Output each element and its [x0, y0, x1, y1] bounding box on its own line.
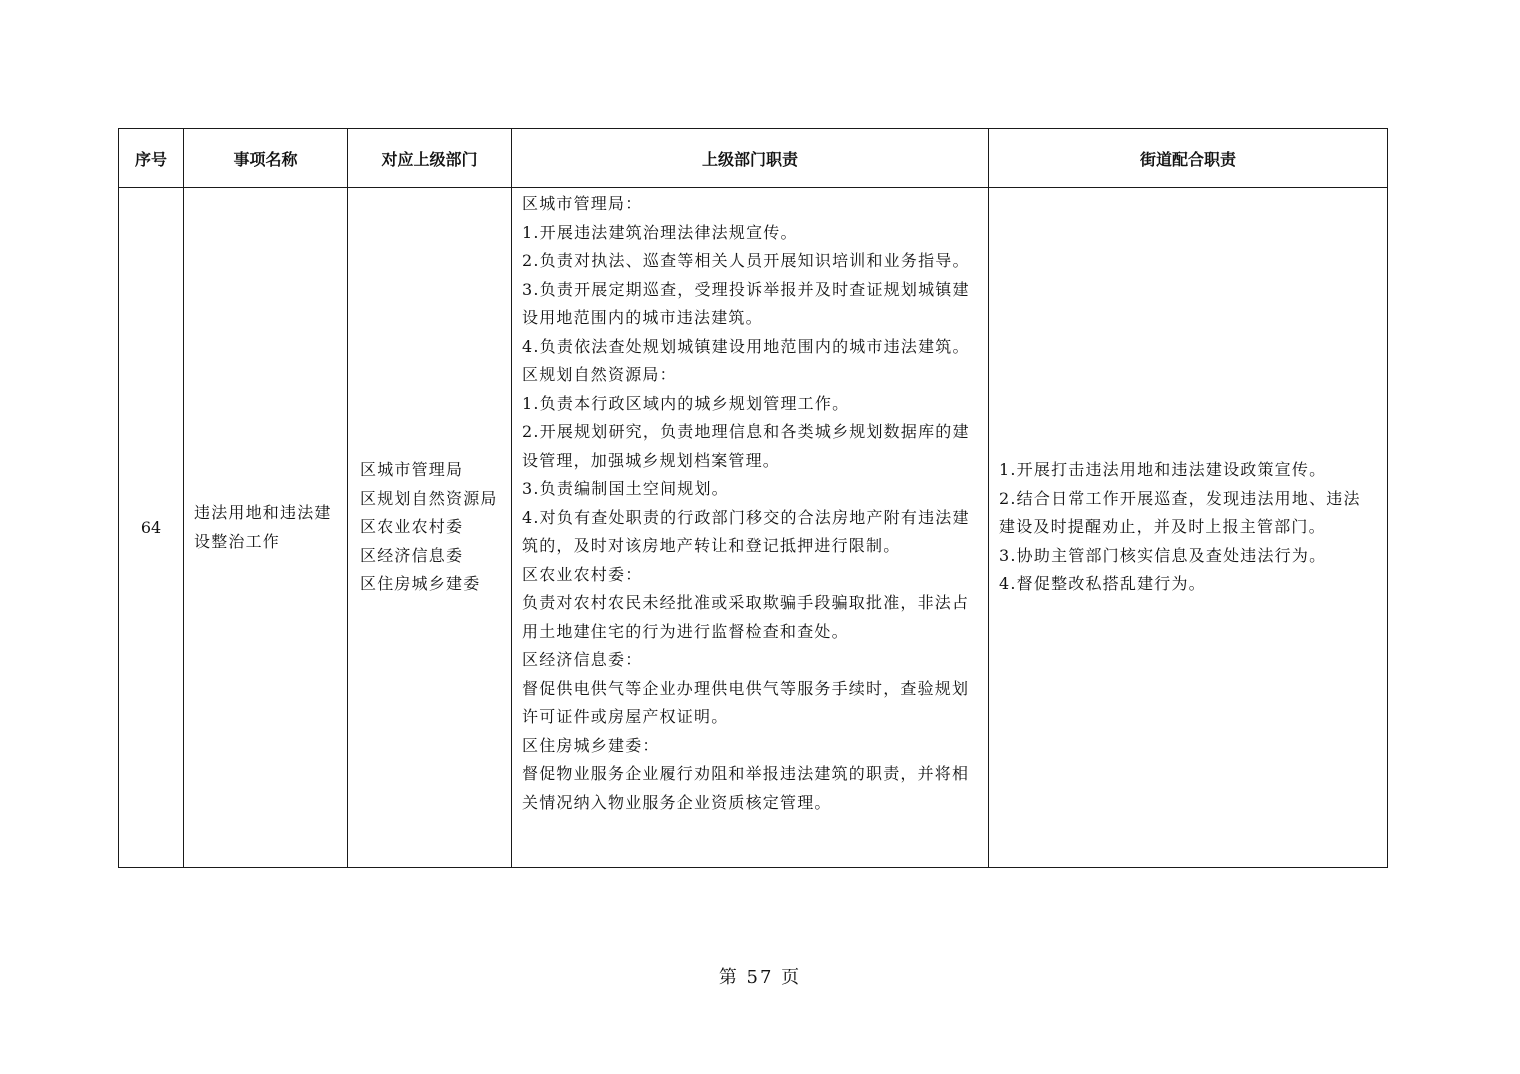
- upper-duty-cell: [512, 188, 989, 868]
- duty-line: 区农业农村委：: [522, 564, 643, 584]
- dept-line: 区住房城乡建委: [360, 574, 481, 594]
- table-row: [119, 188, 1388, 868]
- duty-line: 4.负责依法查处规划城镇建设用地范围内的城市违法建筑。: [522, 336, 970, 356]
- duty-line: 3.负责编制国土空间规划。: [522, 479, 729, 498]
- duty-line: 3.负责开展定期巡查，受理投诉举报并及时查证规划城镇建设用地范围内的城市违法建筑。: [522, 279, 970, 327]
- duty-line: 4.对负有查处职责的行政部门移交的合法房地产附有违法建筑的，及时对该房地产转让和登记抵押进行限制。: [522, 507, 970, 555]
- duty-line: 负责对农村农民未经批准或采取欺骗手段骗取批准，非法占用土地建住宅的行为进行监督检查和查处。: [522, 593, 970, 641]
- street-duty-cell: [989, 188, 1388, 868]
- upper-dept-cell: [348, 188, 512, 868]
- row-number: 64: [119, 188, 184, 868]
- header-street-duty: 街道配合职责: [989, 129, 1388, 188]
- item-name: 违法用地和违法建设整治工作: [194, 503, 332, 551]
- duty-line: 1.开展违法建筑治理法律法规宣传。: [522, 222, 798, 242]
- duty-line: 区住房城乡建委：: [522, 735, 660, 755]
- duty-line: 区规划自然资源局：: [522, 365, 677, 384]
- header-upper-duty: 上级部门职责: [512, 129, 989, 188]
- duty-line: 2.开展规划研究，负责地理信息和各类城乡规划数据库的建设管理，加强城乡规划档案管理。: [522, 422, 970, 470]
- duty-line: 督促物业服务企业履行劝阻和举报违法建筑的职责，并将相关情况纳入物业服务企业资质核定管理。: [522, 764, 970, 812]
- duty-line: 区经济信息委：: [522, 650, 643, 669]
- header-upper-dept: 对应上级部门: [348, 129, 512, 188]
- dept-line: 区规划自然资源局: [360, 488, 498, 508]
- dept-line: 区经济信息委: [360, 545, 464, 565]
- duty-line: 2.负责对执法、巡查等相关人员开展知识培训和业务指导。: [522, 251, 970, 270]
- table-header-row: [119, 129, 1388, 188]
- header-no: 序号: [119, 129, 184, 188]
- street-duty-line: 3.协助主管部门核实信息及查处违法行为。: [999, 545, 1327, 565]
- duty-line: 区城市管理局：: [522, 194, 643, 213]
- street-duty-line: 2.结合日常工作开展巡查，发现违法用地、违法建设及时提醒劝止，并及时上报主管部门。: [999, 488, 1361, 537]
- duty-line: 1.负责本行政区域内的城乡规划管理工作。: [522, 393, 850, 413]
- header-item-name: 事项名称: [184, 129, 348, 188]
- street-duty-line: 4.督促整改私搭乱建行为。: [999, 574, 1206, 594]
- item-name-cell: [184, 188, 348, 868]
- street-duty-line: 1.开展打击违法用地和违法建设政策宣传。: [999, 460, 1327, 480]
- duty-line: 督促供电供气等企业办理供电供气等服务手续时，查验规划许可证件或房屋产权证明。: [522, 678, 970, 726]
- dept-line: 区农业农村委: [360, 517, 464, 537]
- duty-table: [118, 128, 1388, 868]
- dept-line: 区城市管理局: [360, 460, 464, 480]
- page-number: 第 57 页: [718, 967, 802, 988]
